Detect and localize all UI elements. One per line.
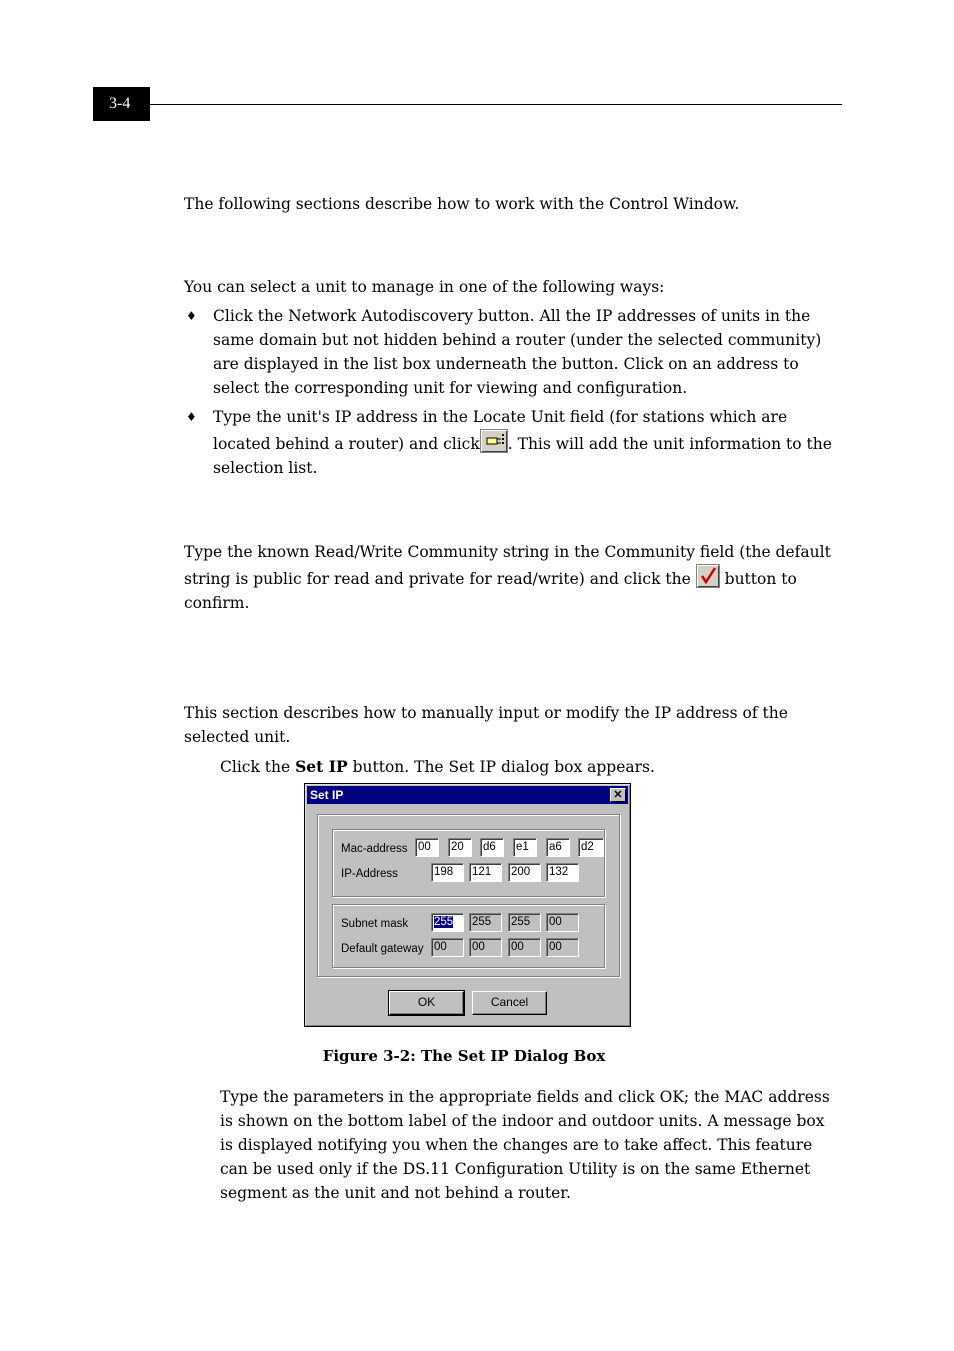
address-group: [332, 829, 605, 897]
intro-paragraph: The following sections describe how to work with the Control Window.: [184, 195, 740, 213]
page-number: 3-4: [93, 87, 150, 121]
mac-field-6[interactable]: d2: [578, 838, 604, 857]
set-ip-paragraph: This section describes how to manually input or modify the IP address of the selected unit.: [184, 704, 788, 746]
header-rule: [150, 104, 842, 105]
bullet-diamond-icon: ♦: [186, 410, 197, 424]
subnet-field-3[interactable]: 255: [508, 913, 541, 932]
default-gateway-label: Default gateway: [341, 943, 424, 955]
set-ip-dialog: [304, 783, 631, 1027]
mac-field-4[interactable]: e1: [513, 838, 537, 857]
subnet-mask-label: Subnet mask: [341, 918, 409, 930]
ip-field-1[interactable]: 198: [431, 863, 464, 882]
closing-paragraph: Type the parameters in the appropriate fields and click OK; the MAC address is shown on the bottom label of the indoor and outdoor units. A message box is displayed notifying you when the changes are to take affect. This feature can be used only if the DS.11 Configuration Utility is on the same Ethernet segment as the unit and not behind a router.: [220, 1088, 830, 1202]
select-unit-lead: You can select a unit to manage in one of the following ways:: [184, 278, 665, 296]
dialog-title: Set IP: [310, 788, 344, 802]
set-ip-button-name: Set IP: [295, 757, 348, 776]
mac-field-1[interactable]: 00: [415, 838, 439, 857]
mac-field-2[interactable]: 20: [448, 838, 472, 857]
mac-field-3[interactable]: d6: [480, 838, 504, 857]
cancel-button[interactable]: Cancel: [472, 991, 547, 1015]
mac-field-5[interactable]: a6: [546, 838, 570, 857]
bullet-autodiscovery: Click the Network Autodiscovery button. All the IP addresses of units in the same domain but not hidden behind a router (under the selected community) are displayed in the list box underneath the button. Click on an address to select the corresponding unit for viewing and configuration.: [213, 307, 822, 397]
subnet-field-4[interactable]: 00: [546, 913, 579, 932]
close-icon[interactable]: ✕: [610, 788, 626, 802]
locate-unit-icon[interactable]: [480, 429, 508, 453]
bullet-locate-text-end: . This will add the unit information to the selection list.: [213, 435, 832, 477]
step-text-suffix: button. The Set IP dialog box appears.: [352, 758, 655, 776]
subnet-field-1[interactable]: [431, 913, 464, 932]
ip-field-2[interactable]: 121: [469, 863, 502, 882]
community-text-end: button to confirm.: [184, 570, 797, 612]
gateway-field-2[interactable]: 00: [469, 938, 502, 957]
gateway-field-4[interactable]: 00: [546, 938, 579, 957]
gateway-field-1[interactable]: 00: [431, 938, 464, 957]
confirm-check-icon[interactable]: [696, 564, 720, 588]
community-text: Type the known Read/Write Community string in the Community field (the default string is public for read and private for read/write) and click the: [184, 543, 831, 588]
mac-address-label: Mac-address: [341, 843, 408, 855]
gateway-field-3[interactable]: 00: [508, 938, 541, 957]
network-group: [332, 904, 605, 968]
set-ip-step: [220, 755, 820, 779]
bullet-diamond-icon: ♦: [186, 309, 197, 323]
ip-field-4[interactable]: 132: [546, 863, 579, 882]
bullet-locate-unit: [213, 405, 841, 480]
step-text-prefix: Click the: [220, 758, 291, 776]
dialog-titlebar[interactable]: [307, 786, 628, 804]
community-paragraph: [184, 540, 844, 615]
ok-button[interactable]: OK: [389, 991, 464, 1015]
ip-address-label: IP-Address: [341, 868, 398, 880]
dialog-frame: [317, 814, 620, 977]
subnet-field-2[interactable]: 255: [469, 913, 502, 932]
bullet-locate-text: Type the unit's IP address in the Locate Unit field (for stations which are located behind a router) and click: [213, 408, 788, 453]
figure-caption: Figure 3-2: The Set IP Dialog Box: [322, 1047, 606, 1065]
ip-field-3[interactable]: 200: [508, 863, 541, 882]
subnet-field-1-selection: 255: [434, 916, 454, 928]
